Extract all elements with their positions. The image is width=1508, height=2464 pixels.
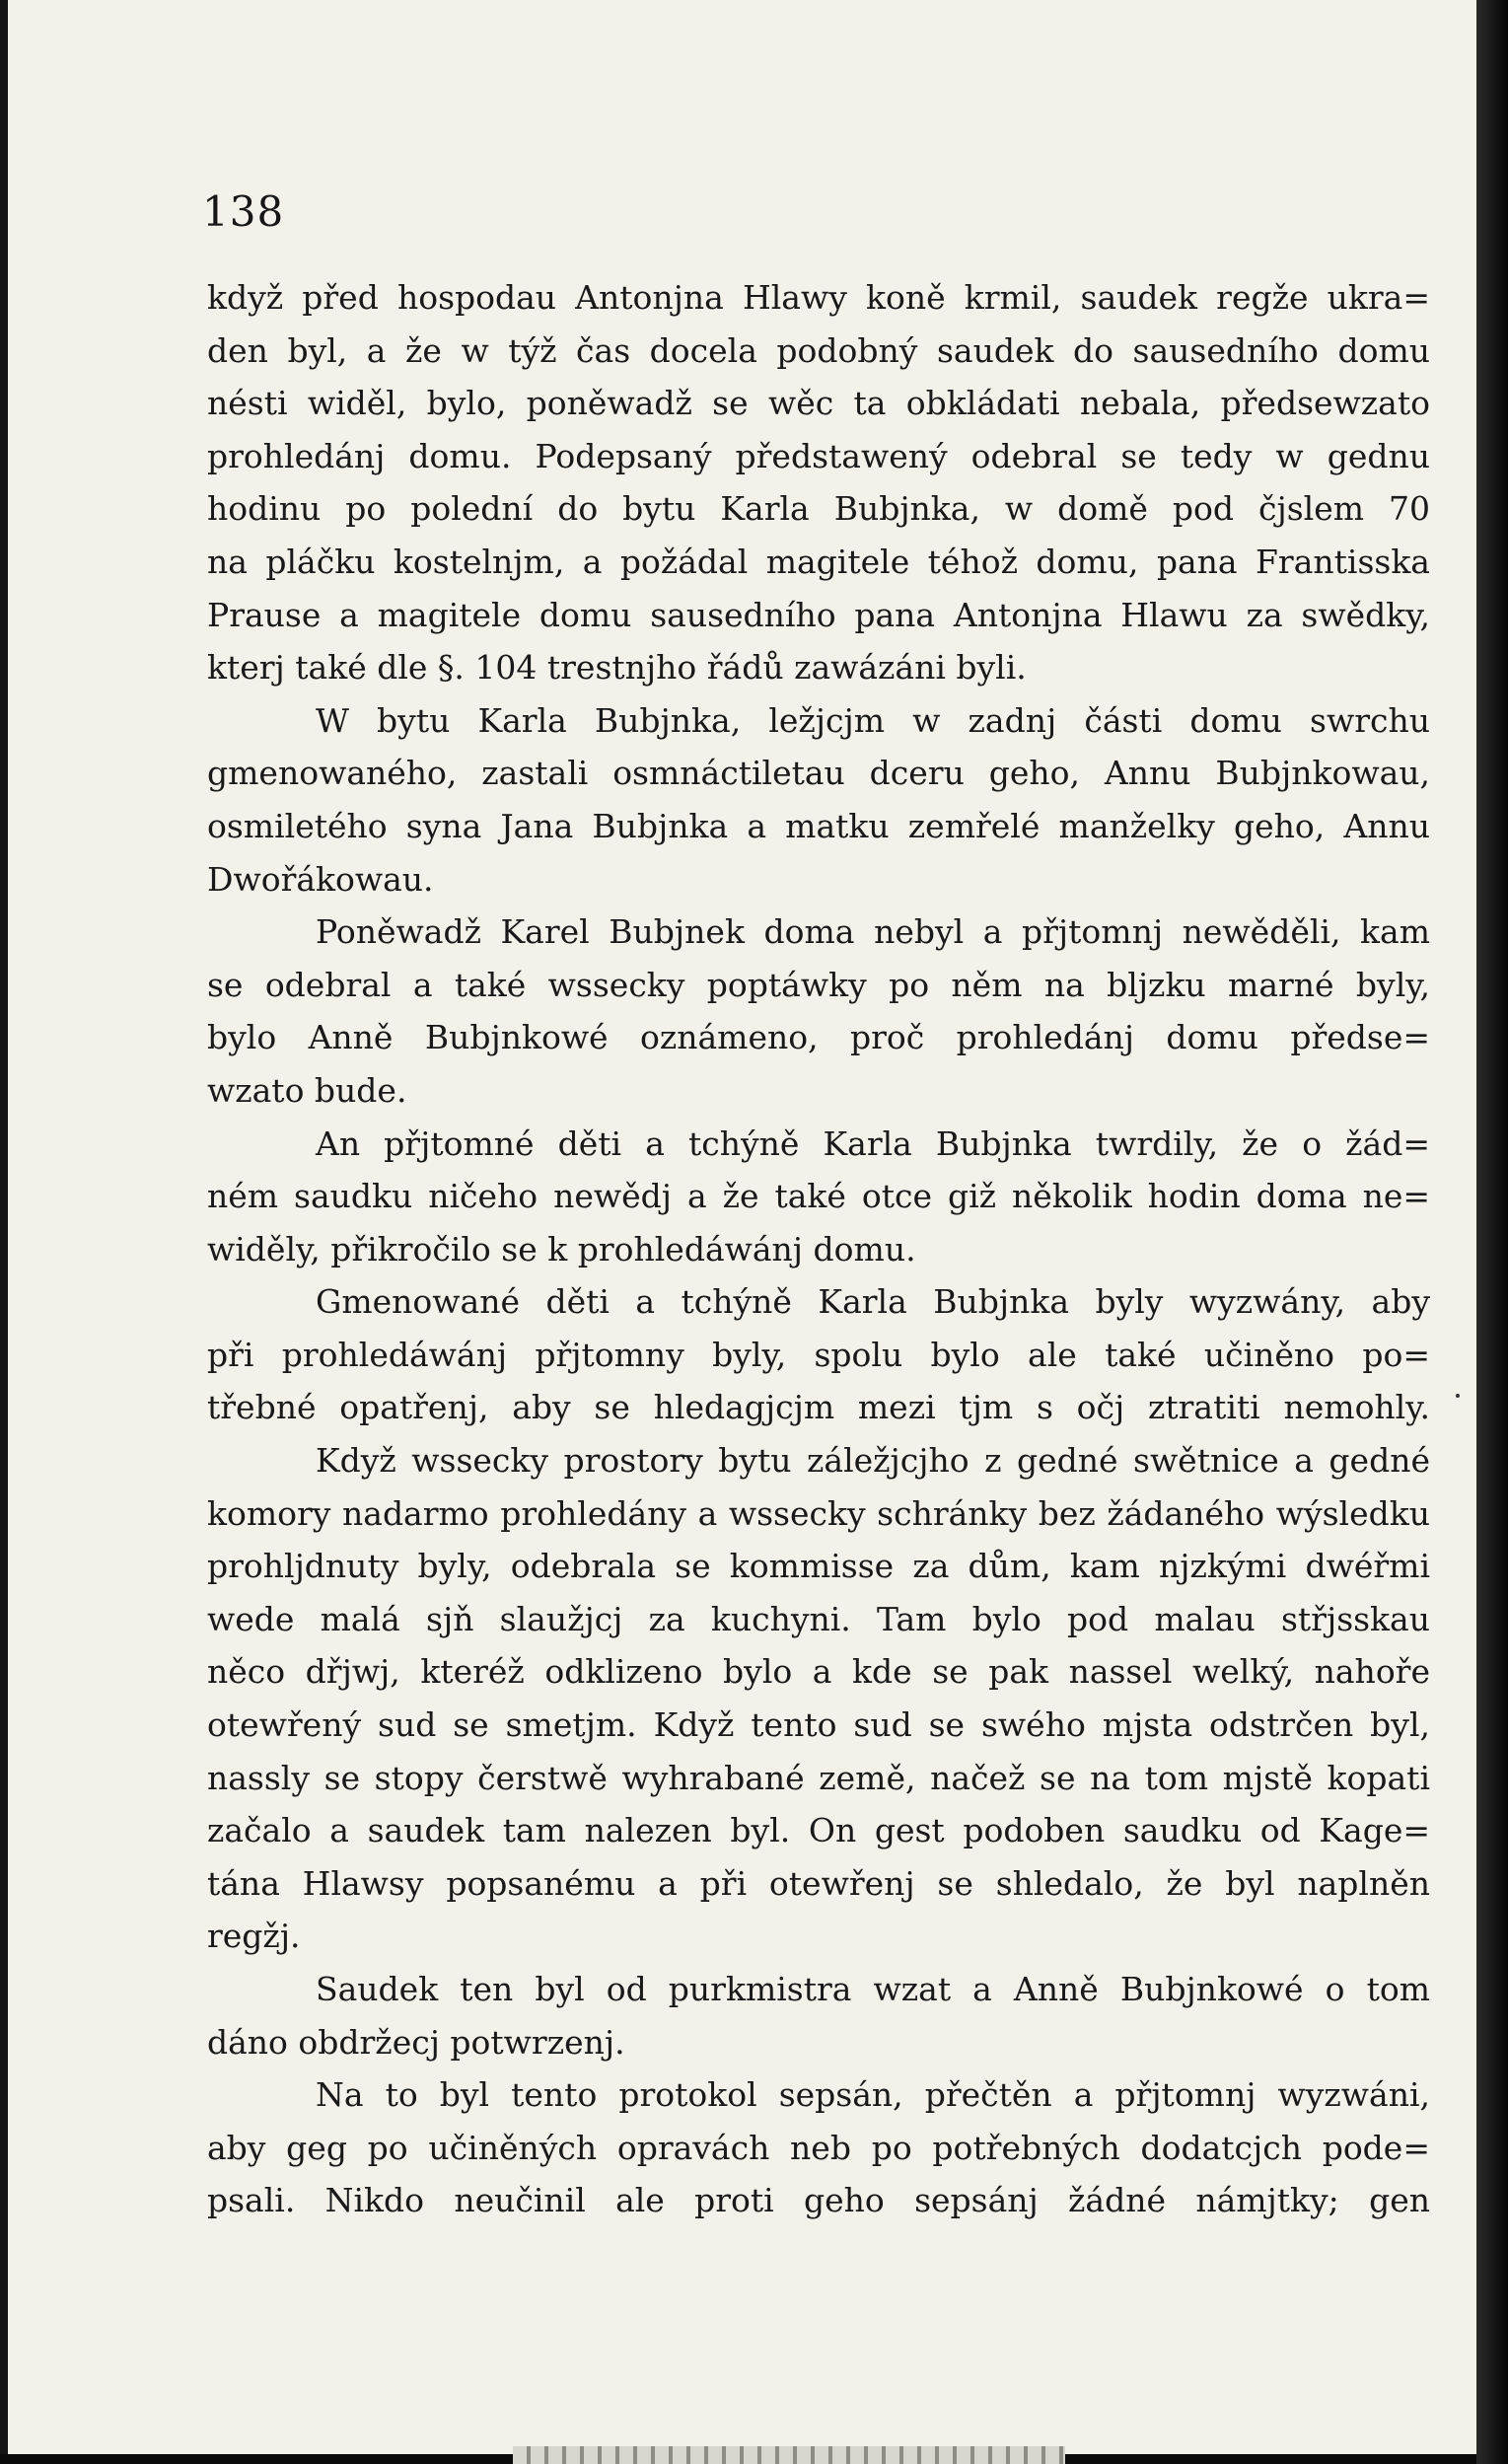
text-line: Dwořákowau. [207,859,434,899]
text-line: widěly, přikročilo se k prohledáwánj domu. [207,1229,916,1268]
text-line: kterj také dle §. 104 trestnjho řádů zawázáni byli. [207,648,1027,688]
body-text [207,271,1430,2227]
text-line: nésti widěl, bylo, poněwadž se wěc ta obkládati nebala, předsewzato [207,384,1430,423]
text-line: třebné opatřenj, aby se hledagjcjm mezi tjm s očj ztratiti nemohly. [207,1388,1430,1427]
text-line: Prause a magitele domu sausedního pana Antonjna Hlawu za swědky, [207,595,1430,634]
text-line: komory nadarmo prohledány a wssecky schránky bez žádaného wýsledku [207,1493,1430,1533]
text-line: osmiletého syna Jana Bubjnka a matku zemřelé manželky geho, Annu [207,806,1430,845]
text-line: gmenowaného, zastali osmnáctiletau dceru geho, Annu Bubjnkowau, [207,754,1430,793]
text-line: prohljdnuty byly, odebrala se kommisse za dům, kam njzkými dwéřmi [207,1547,1430,1586]
text-line: bylo Anně Bubjnkowé oznámeno, proč prohledánj domu předse= [207,1018,1430,1057]
text-line: prohledánj domu. Podepsaný předstawený odebral se tedy w gednu [207,436,1430,475]
text-line: Na to byl tento protokol sepsán, přečtěn a přjtomnj wyzwáni, [316,2075,1430,2115]
text-line: něco dřjwj, kteréž odklizeno bylo a kde se pak nassel welký, nahoře [207,1652,1430,1692]
scan-edge-bottom [513,2446,1065,2464]
text-line: tána Hlawsy popsanému a při otewřenj se shledalo, že byl naplněn [207,1863,1430,1903]
text-line: W bytu Karla Bubjnka, ležjcjm w zadnj části domu swrchu [316,700,1430,740]
text-line: Saudek ten byl od purkmistra wzat a Anně Bubjnkowé o tom [316,1970,1430,2008]
text-line: nassly se stopy čerstwě wyhrabané země, načež se na tom mjstě kopati [207,1758,1430,1797]
text-line: hodinu po polední do bytu Karla Bubjnka, w domě pod čjslem 70 [207,489,1430,529]
text-line: dáno obdržecj potwrzenj. [207,2022,625,2062]
scan-edge-right [1476,0,1508,2464]
text-line: regžj. [207,1917,301,1956]
text-line: při prohledáwánj přjtomny byly, spolu bylo ale také učiněno po= [207,1335,1430,1374]
text-line: den byl, a že w týž čas docela podobný saudek do sausedního domu [207,330,1430,370]
text-line: wzato bude. [207,1070,407,1110]
page-number: 138 [202,187,285,236]
text-line: na pláčku kostelnjm, a požádal magitele téhož domu, pana Frantisska [207,542,1430,581]
text-line: Gmenowané děti a tchýně Karla Bubjnka byly wyzwány, aby [316,1282,1430,1322]
text-line: Poněwadž Karel Bubjnek doma nebyl a přjtomnj newěděli, kam [316,912,1430,952]
text-line: ném saudku ničeho newědj a že také otce giž několik hodin doma ne= [207,1177,1430,1216]
text-line: když před hospodau Antonjna Hlawy koně krmil, saudek regže ukra= [207,278,1430,317]
text-line: začalo a saudek tam nalezen byl. On gest podoben saudku od Kage= [207,1811,1430,1850]
text-line: psali. Nikdo neučinil ale proti geho sepsánj žádné námjtky; gen [207,2181,1430,2220]
margin-speck [1456,1394,1460,1398]
text-line: wede malá sjň slaužjcj za kuchyni. Tam bylo pod malau střjsskau [207,1599,1430,1638]
text-line: otewřený sud se smetjm. Když tento sud se swého mjsta odstrčen byl, [207,1705,1430,1745]
text-line: aby geg po učiněných opravách neb po potřebných dodatcjch pode= [207,2128,1430,2167]
text-line: An přjtomné děti a tchýně Karla Bubjnka twrdily, že o žád= [316,1123,1430,1163]
text-line: Když wssecky prostory bytu záležjcjho z gedné swětnice a gedné [316,1441,1430,1481]
text-line: se odebral a také wssecky poptáwky po něm na bljzku marné byly, [207,965,1430,1004]
